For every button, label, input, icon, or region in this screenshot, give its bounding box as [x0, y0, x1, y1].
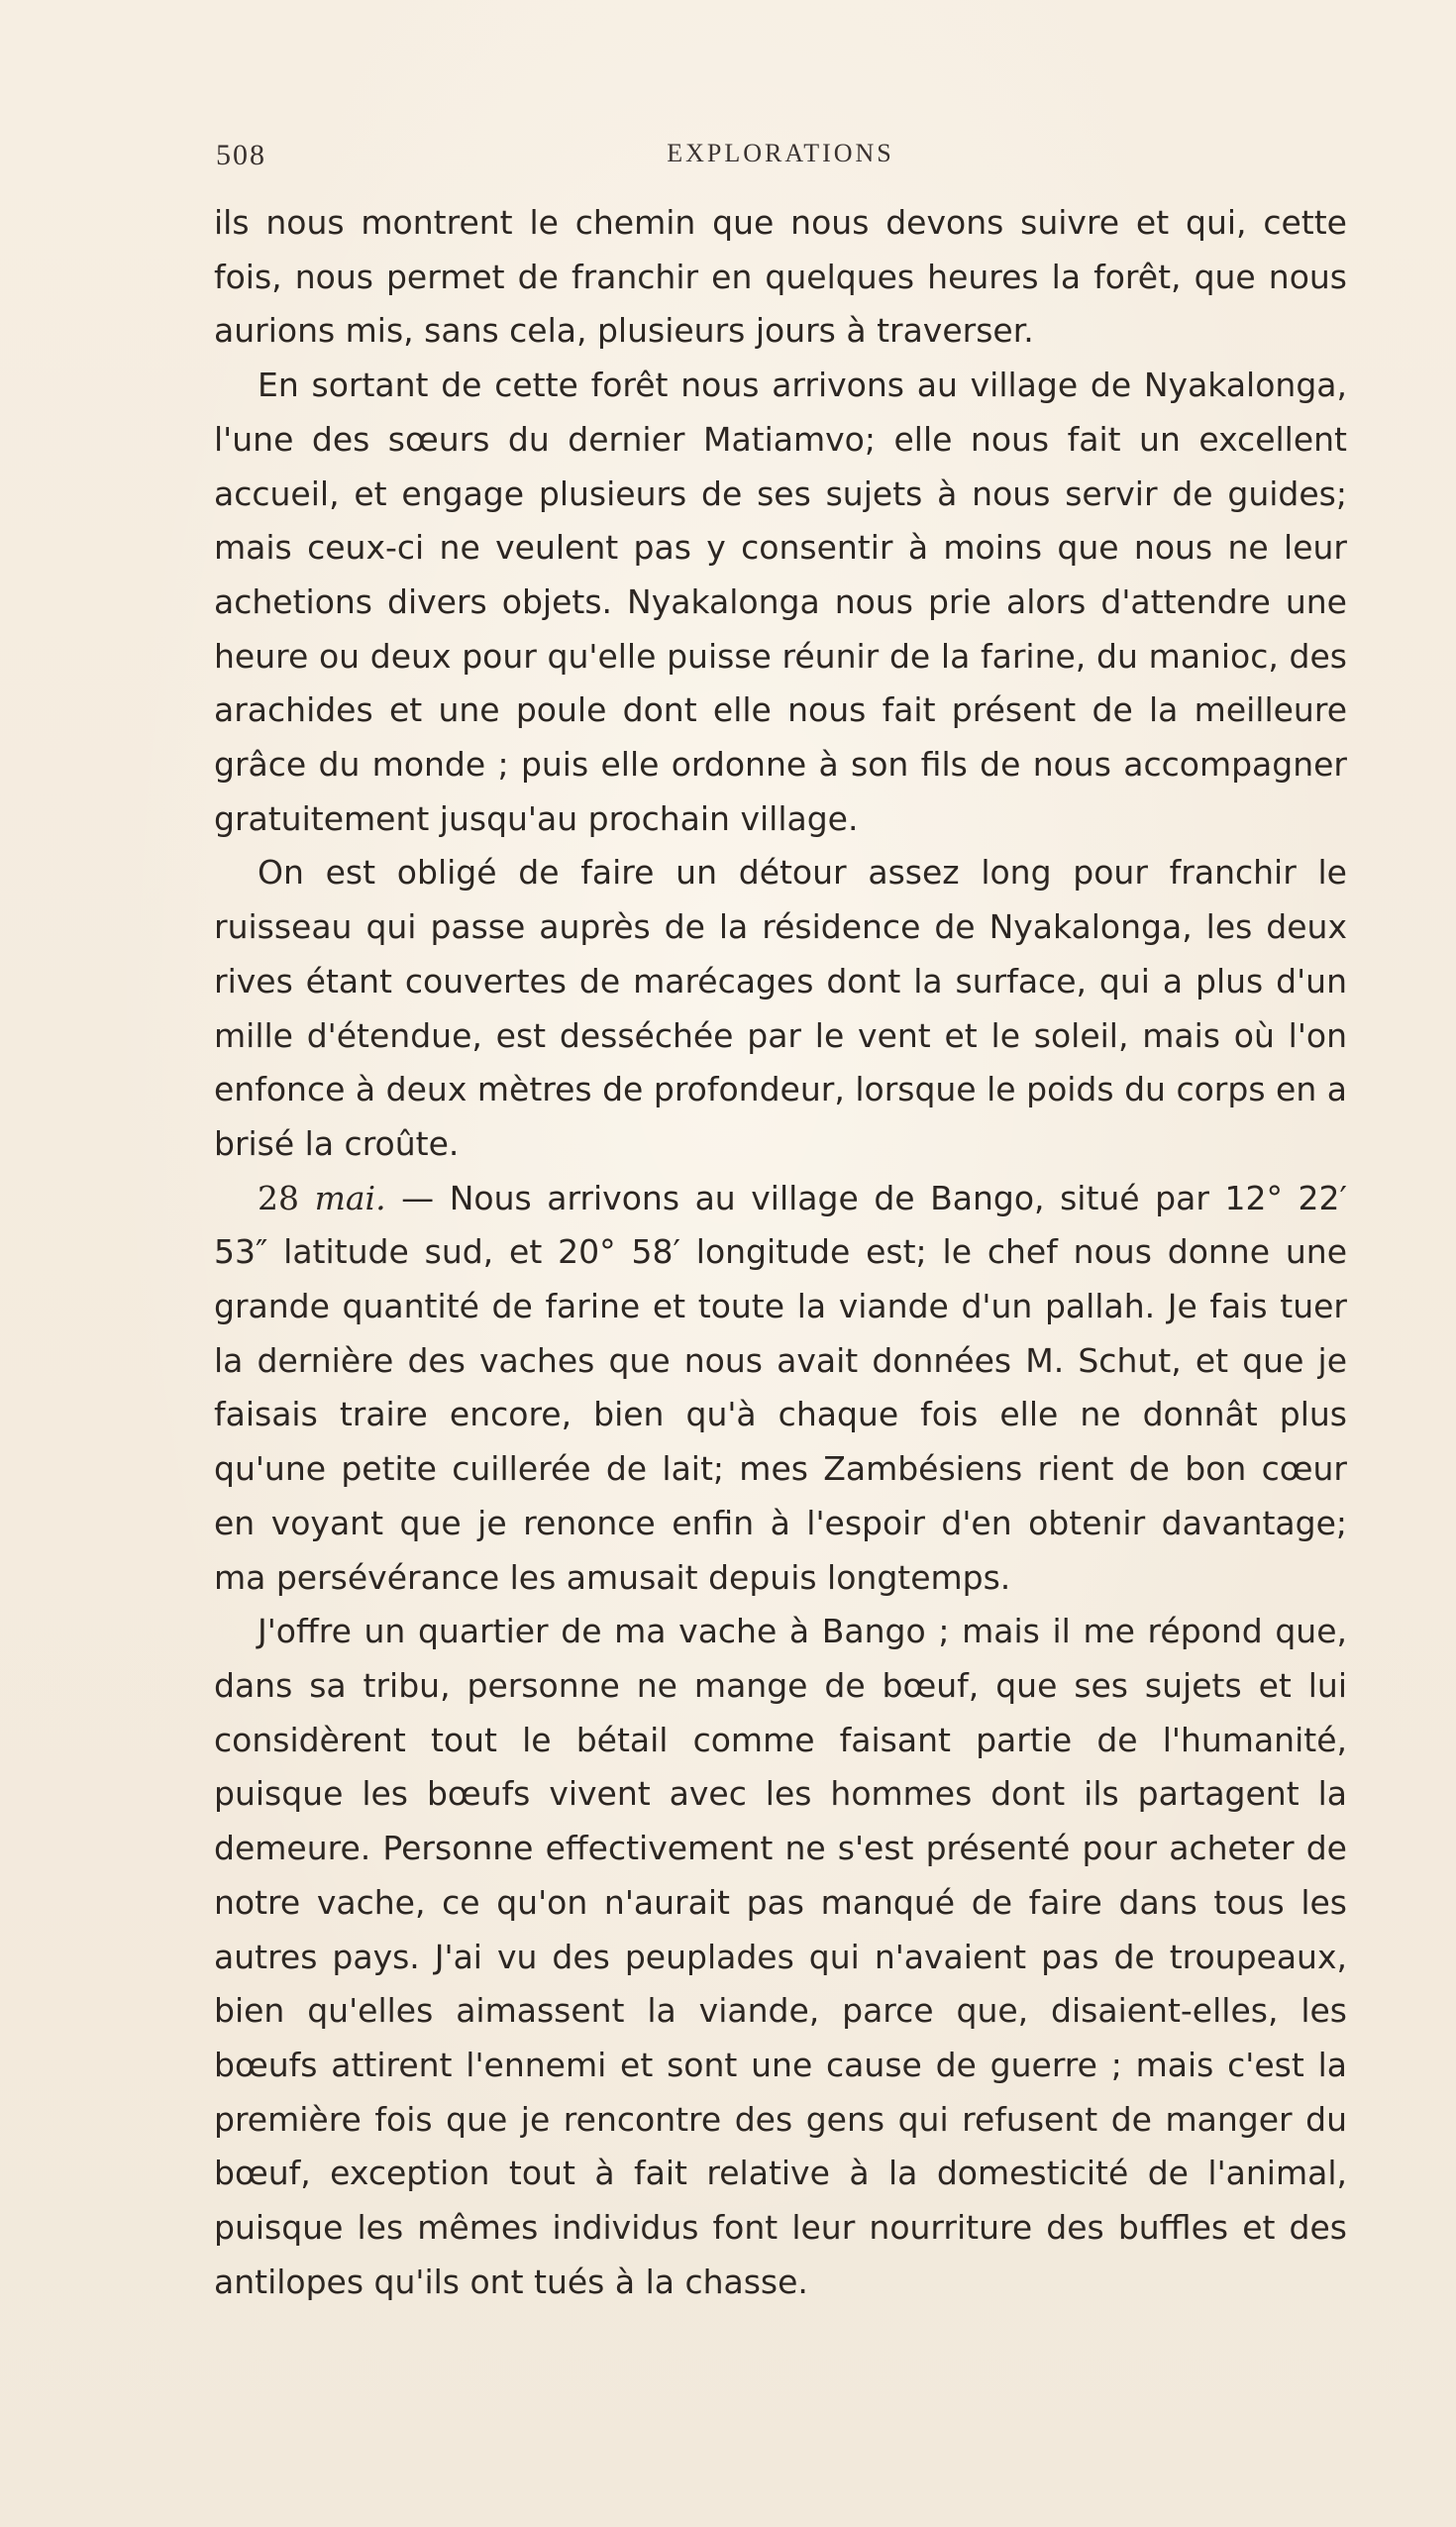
- paragraph-3: On est obligé de faire un détour assez long pour franchir le ruisseau qui passe auprès de la résidence de Nyakalonga, les deux rives étant couvertes de marécages dont la surface, qui a plus d'un mille d'étendue, est desséchée par le vent et le soleil, mais où l'on enfonce à deux mètres de profondeur, lorsque le poids du corps en a brisé la croûte.: [214, 853, 1347, 1163]
- paragraph-2: En sortant de cette forêt nous arrivons au village de Nyakalonga, l'une des sœurs du dernier Matiamvo; elle nous fait un excellent accueil, et engage plusieurs de ses sujets à nous servir de guides; mais ceux-ci ne veulent pas y consentir à moins que nous ne leur achetions divers objets. Nyakalonga nous prie alors d'attendre une heure ou deux pour qu'elle puisse réunir de la farine, du manioc, des arachides et une poule dont elle nous fait présent de la meilleure grâce du monde ; puis elle ordonne à son fils de nous accompagner gratuitement jusqu'au prochain village.: [214, 366, 1347, 838]
- paragraph-5: J'offre un quartier de ma vache à Bango ; mais il me répond que, dans sa tribu, personne ne mange de bœuf, que ses sujets et lui considèrent tout le bétail comme faisant partie de l'humanité, puisque les bœufs vivent avec les hommes dont ils partagent la demeure. Personne effectivement ne s'est présenté pour acheter de notre vache, ce qu'on n'aurait pas manqué de faire dans tous les autres pays. J'ai vu des peuplades qui n'avaient pas de troupeaux, bien qu'elles aimassent la viande, parce que, disaient-elles, les bœufs attirent l'ennemi et sont une cause de guerre ; mais c'est la première fois que je rencontre des gens qui refusent de manger du bœuf, exception tout à fait relative à la domesticité de l'animal, puisque les mêmes individus font leur nourriture des buffles et des antilopes qu'ils ont tués à la chasse.: [214, 1612, 1347, 2301]
- paragraph-4-text: — Nous arrivons au village de Bango, situé par 12° 22′ 53″ latitude sud, et 20° 58′ longitude est; le chef nous donne une grande quantité de farine et toute la viande d'un pallah. Je fais tuer la dernière des vaches que nous avait données M. Schut, et que je faisais traire encore, bien qu'à chaque fois elle ne donnât plus qu'une petite cuillerée de lait; mes Zambésiens rient de bon cœur en voyant que je renonce enfin à l'espoir d'en obtenir davantage; ma persévérance les amusait depuis longtemps.: [214, 1178, 1347, 1597]
- date-month: mai.: [314, 1178, 386, 1217]
- paragraph-1: ils nous montrent le chemin que nous devons suivre et qui, cette fois, nous permet de franchir en quelques heures la forêt, que nous aurions mis, sans cela, plusieurs jours à traverser.: [214, 203, 1347, 351]
- date-number: 28: [258, 1178, 299, 1217]
- running-head: [216, 139, 1345, 178]
- paragraph-4: [214, 1172, 1347, 1606]
- body-text: [214, 196, 1347, 2309]
- page-number: 508: [216, 139, 266, 171]
- running-title: EXPLORATIONS: [667, 139, 894, 167]
